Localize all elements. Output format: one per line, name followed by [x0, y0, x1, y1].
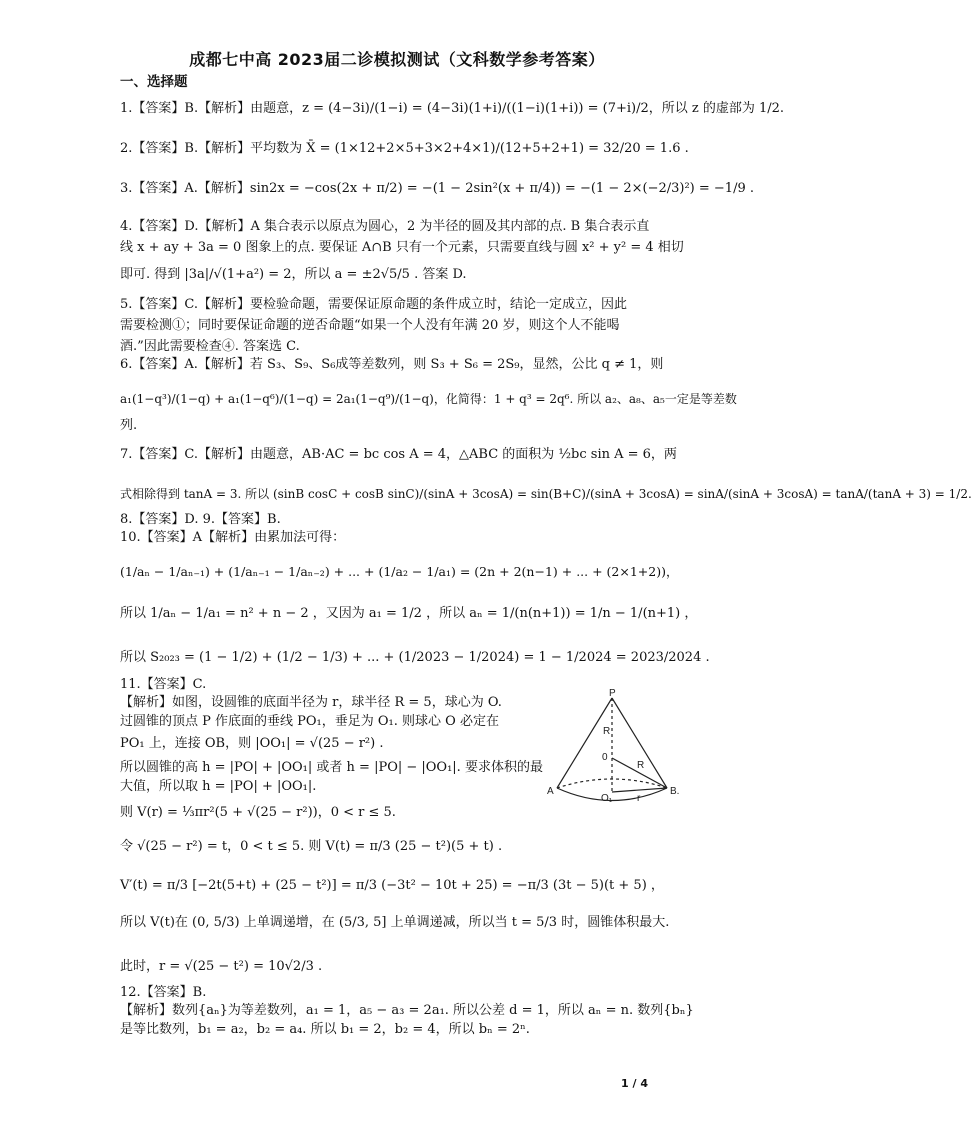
answer-line: 所以圆锥的高 h = |PO| + |OO₁| 或者 h = |PO| − |OO₁|. 要求体积的最 [120, 760, 543, 775]
answer-line: 大值，所以取 h = |PO| + |OO₁|. [120, 779, 317, 794]
answer-line: 需要检测①；同时要保证命题的逆否命题“如果一个人没有年满 20 岁，则这个人不能喝 [120, 318, 620, 333]
answer-line: 3.【答案】A.【解析】sin2x = −cos(2x + π/2) = −(1 − 2sin²(x + π/4)) = −(1 − 2×(−2/3)²) = −1/9 . [120, 181, 754, 196]
answer-line: 12.【答案】B. [120, 985, 207, 1000]
answer-line: 所以 S₂₀₂₃ = (1 − 1/2) + (1/2 − 1/3) + ... + (1/2023 − 1/2024) = 1 − 1/2024 = 2023/2024 . [120, 650, 710, 665]
page-title: 成都七中高 2023届二诊模拟测试（文科数学参考答案） [189, 50, 605, 69]
answer-line: 式相除得到 tanA = 3. 所以 (sinB cosC + cosB sinC)/(sinA + 3cosA) = sin(B+C)/(sinA + 3cosA) = sinA/(sinA + 3cosA) = tanA/(tanA + 3) = 1/2. [120, 487, 972, 501]
answer-line: 即可. 得到 |3a|/√(1+a²) = 2，所以 a = ±2√5/5 . 答案 D. [120, 267, 467, 282]
answer-line: 6.【答案】A.【解析】若 S₃、S₉、S₆成等差数列，则 S₃ + S₆ = 2S₉，显然，公比 q ≠ 1，则 [120, 357, 664, 372]
label-b: B. [670, 786, 680, 797]
label-a: A [547, 786, 554, 797]
label-o1: O₁ [601, 793, 613, 804]
label-r-vertical: R [603, 726, 611, 737]
answer-line: 此时，r = √(25 − t²) = 10√2/3 . [120, 959, 323, 974]
answer-line: 酒.”因此需要检查④. 答案选 C. [120, 339, 300, 354]
answer-line: 所以 V(t)在 (0, 5/3) 上单调递增，在 (5/3, 5] 上单调递减，所以当 t = 5/3 时，圆锥体积最大. [120, 915, 670, 930]
cone-right-edge [612, 698, 667, 788]
answer-line: 11.【答案】C. [120, 677, 207, 692]
page-number: 1 / 4 [621, 1077, 648, 1090]
answer-line: 5.【答案】C.【解析】要检验命题，需要保证原命题的条件成立时，结论一定成立，因此 [120, 297, 628, 312]
answer-line: 7.【答案】C.【解析】由题意，AB·AC = bc cos A = 4，△ABC 的面积为 ½bc sin A = 6，两 [120, 447, 677, 462]
answer-line: 令 √(25 − r²) = t，0 < t ≤ 5. 则 V(t) = π/3 (25 − t²)(5 + t) . [120, 839, 503, 854]
answer-line: 列. [120, 418, 138, 433]
cone-left-edge [557, 698, 612, 788]
cone-sphere-figure [545, 688, 695, 823]
answer-line: 1.【答案】B.【解析】由题意，z = (4−3i)/(1−i) = (4−3i)(1+i)/((1−i)(1+i)) = (7+i)/2，所以 z 的虚部为 1/2. [120, 101, 785, 116]
answer-line: 所以 1/aₙ − 1/a₁ = n² + n − 2 ，又因为 a₁ = 1/2 ，所以 aₙ = 1/(n(n+1)) = 1/n − 1/(n+1) ， [120, 606, 698, 621]
answer-line: (1/aₙ − 1/aₙ₋₁) + (1/aₙ₋₁ − 1/aₙ₋₂) + ... + (1/a₂ − 1/a₁) = (2n + 2(n−1) + ... + (2×1+2))， [120, 564, 679, 579]
answer-line: 线 x + ay + 3a = 0 图象上的点. 要保证 A∩B 只有一个元素，只需要直线与圆 x² + y² = 4 相切 [120, 240, 684, 255]
answer-line: 是等比数列，b₁ = a₂，b₂ = a₄. 所以 b₁ = 2，b₂ = 4，所以 bₙ = 2ⁿ. [120, 1022, 530, 1037]
answer-line: 10.【答案】A【解析】由累加法可得： [120, 530, 346, 545]
label-r-slant: R [637, 760, 645, 771]
label-p: P [609, 688, 616, 699]
answer-line: 则 V(r) = ⅓πr²(5 + √(25 − r²))，0 < r ≤ 5. [120, 805, 396, 820]
label-o: 0 [602, 752, 608, 763]
answer-line: PO₁ 上，连接 OB，则 |OO₁| = √(25 − r²) . [120, 736, 384, 751]
answer-line: 【解析】如图，设圆锥的底面半径为 r，球半径 R = 5，球心为 O. [120, 695, 502, 710]
answer-line: a₁(1−q³)/(1−q) + a₁(1−q⁶)/(1−q) = 2a₁(1−q⁹)/(1−q)，化简得：1 + q³ = 2q⁶. 所以 a₂、a₈、a₅一定是等差数 [120, 392, 737, 406]
answer-line: V′(t) = π/3 [−2t(5+t) + (25 − t²)] = π/3 (−3t² − 10t + 25) = −π/3 (3t − 5)(t + 5) ， [120, 878, 664, 893]
answer-line: 8.【答案】D. 9.【答案】B. [120, 512, 281, 527]
label-r-small: r [637, 793, 641, 804]
answer-line: 4.【答案】D.【解析】A 集合表示以原点为圆心，2 为半径的圆及其内部的点. B 集合表示直 [120, 219, 650, 234]
section-heading: 一、选择题 [120, 74, 188, 90]
answer-line: 【解析】数列{aₙ}为等差数列，a₁ = 1，a₅ − a₃ = 2a₁. 所以公差 d = 1，所以 aₙ = n. 数列{bₙ} [120, 1003, 694, 1018]
answer-line: 2.【答案】B.【解析】平均数为 X̄ = (1×12+2×5+3×2+4×1)/(12+5+2+1) = 32/20 = 1.6 . [120, 141, 689, 156]
answer-line: 过圆锥的顶点 P 作底面的垂线 PO₁，垂足为 O₁. 则球心 O 必定在 [120, 714, 499, 729]
